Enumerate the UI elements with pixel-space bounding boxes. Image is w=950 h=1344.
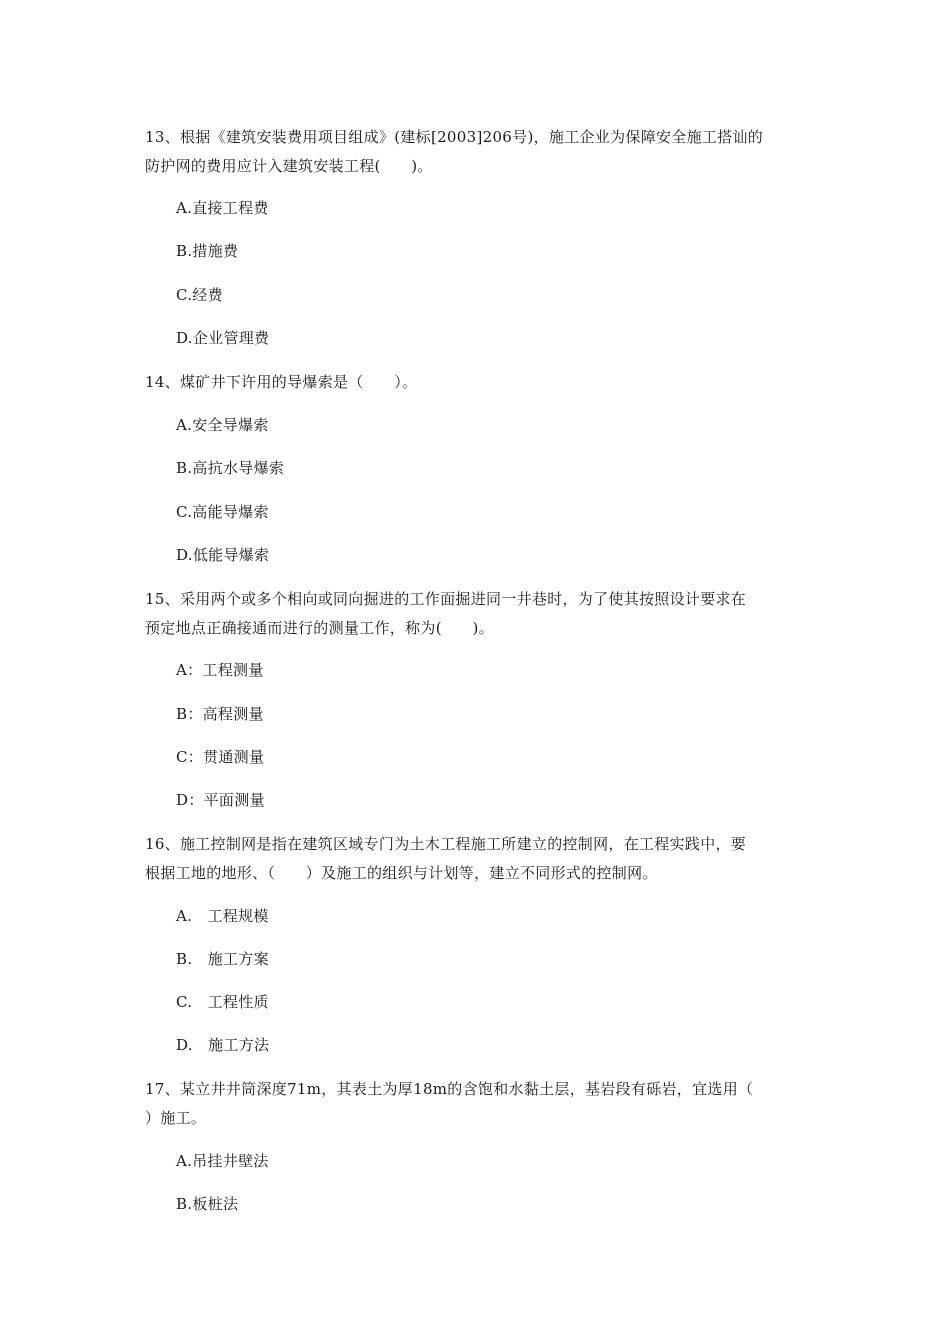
question-13-option-b: B.措施费 <box>176 242 239 260</box>
question-16-option-d: D. 施工方法 <box>176 1036 270 1054</box>
question-17-stem-line-2: ）施工。 <box>145 1109 207 1127</box>
question-14-option-b: B.高抗水导爆索 <box>176 459 285 477</box>
question-14-option-d: D.低能导爆索 <box>176 546 270 564</box>
question-15-option-b: B：高程测量 <box>176 705 264 723</box>
question-16-stem-line-2: 根据工地的地形、（ ）及施工的组织与计划等，建立不同形式的控制网。 <box>145 864 658 882</box>
question-15-stem-line-1: 15、采用两个或多个相向或同向掘进的工作面掘进同一井巷时，为了使其按照设计要求在 <box>145 590 747 608</box>
question-15-option-c: C：贯通测量 <box>176 748 265 766</box>
question-13-option-d: D.企业管理费 <box>176 329 270 347</box>
question-13-option-a: A.直接工程费 <box>176 199 269 217</box>
question-16-stem-line-1: 16、施工控制网是指在建筑区域专门为土木工程施工所建立的控制网，在工程实践中，要 <box>145 835 747 853</box>
question-16-option-a: A. 工程规模 <box>176 907 269 925</box>
question-14-stem-line-1: 14、煤矿井下许用的导爆索是（ ）。 <box>145 373 418 391</box>
question-15-stem-line-2: 预定地点正确接通而进行的测量工作，称为( )。 <box>145 619 494 637</box>
question-13-option-c: C.经费 <box>176 286 223 304</box>
question-17-option-b: B.板桩法 <box>176 1195 239 1213</box>
question-13-stem-line-1: 13、根据《建筑安装费用项目组成》(建标[2003]206号)，施工企业为保障安全施工搭讪的 <box>145 128 764 146</box>
question-15-option-d: D：平面测量 <box>176 791 265 809</box>
question-15-option-a: A：工程测量 <box>176 661 264 679</box>
question-16-option-b: B. 施工方案 <box>176 950 269 968</box>
question-13-stem-line-2: 防护网的费用应计入建筑安装工程( )。 <box>145 157 433 175</box>
question-17-option-a: A.吊挂井壁法 <box>176 1152 269 1170</box>
question-17-stem-line-1: 17、某立井井筒深度71m，其表土为厚18m的含饱和水黏土层，基岩段有砾岩，宜选用（ <box>145 1080 754 1098</box>
question-14-option-c: C.高能导爆索 <box>176 503 269 521</box>
question-16-option-c: C. 工程性质 <box>176 993 269 1011</box>
question-14-option-a: A.安全导爆索 <box>176 416 269 434</box>
